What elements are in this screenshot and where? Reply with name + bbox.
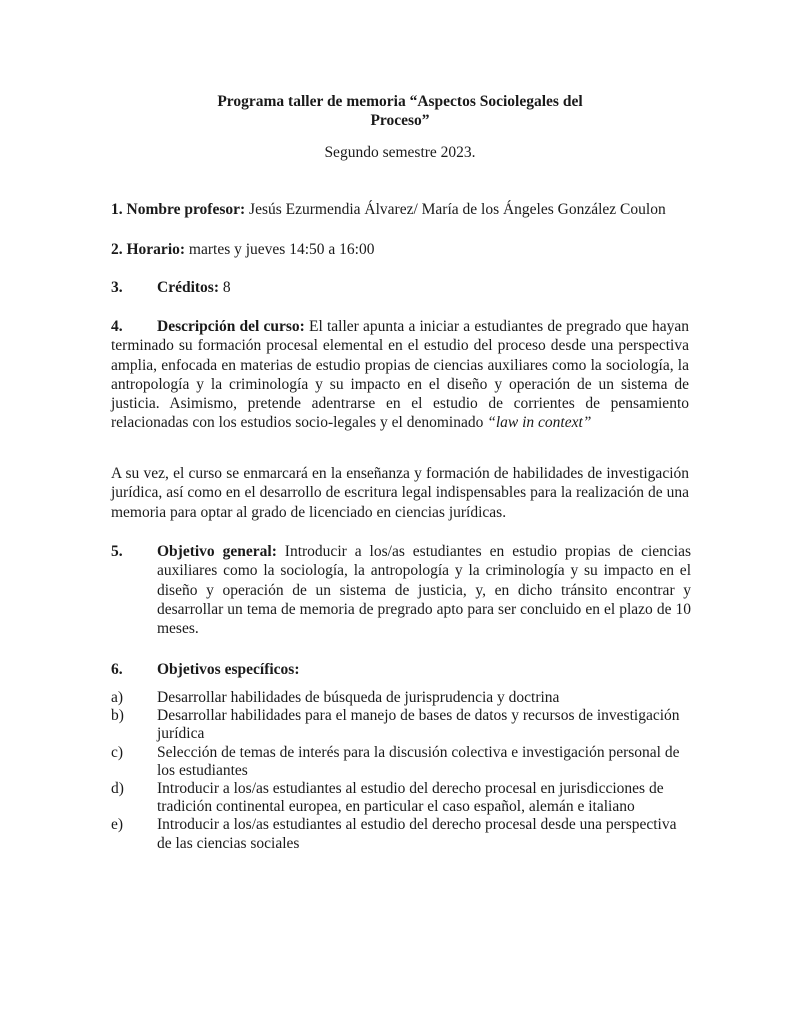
list-item-letter: a): [111, 689, 124, 706]
section-professor: [111, 200, 691, 219]
specific-objectives-label: Objetivos específicos:: [157, 661, 300, 678]
specific-objectives-list: [111, 689, 691, 853]
list-item-text: Desarrollar habilidades para el manejo de bases de datos y recursos de investigación jurídica: [157, 707, 680, 743]
title-line-1: Programa taller de memoria “Aspectos Sociolegales del: [217, 93, 583, 110]
professor-label: 1. Nombre profesor:: [111, 201, 246, 218]
general-objective-number: 5.: [111, 543, 123, 560]
list-item: [111, 816, 691, 852]
description-label: Descripción del curso:: [157, 318, 305, 335]
section-specific-objectives-heading: [111, 660, 691, 679]
list-item-letter: b): [111, 707, 124, 725]
list-item-letter: c): [111, 743, 124, 761]
general-objective-label: Objetivo general:: [157, 543, 277, 560]
list-item-text: Selección de temas de interés para la discusión colectiva e investigación personal de los estudiantes: [157, 743, 680, 779]
list-item-text: Introducir a los/as estudiantes al estudio del derecho procesal desde una perspectiva de las ciencias sociales: [157, 816, 677, 852]
semester-subtitle: Segundo semestre 2023.: [324, 144, 476, 161]
paragraph-research-skills: A su vez, el curso se enmarcará en la enseñanza y formación de habilidades de investigación jurídica, así como en el desarrollo de escritura legal indispensables para la realización de una memoria para optar al grado de licenciado en ciencias jurídicas.: [111, 465, 689, 521]
description-emphasis: “law in context”: [487, 414, 592, 432]
title-line-2: Proceso”: [370, 112, 430, 129]
section-general-objective: [111, 542, 691, 638]
list-item-letter: e): [111, 816, 124, 834]
credits-label: Créditos:: [157, 279, 219, 296]
credits-value: 8: [219, 279, 231, 296]
list-item-letter: d): [111, 780, 124, 798]
schedule-value: martes y jueves 14:50 a 16:00: [185, 241, 375, 258]
specific-objectives-number: 6.: [111, 661, 123, 678]
section-description: [111, 317, 689, 433]
list-item-text: Introducir a los/as estudiantes al estudio del derecho procesal en jurisdicciones de tradición continental europea, en particular el caso español, alemán e italiano: [157, 780, 664, 816]
section-credits: [111, 278, 691, 297]
section-schedule: [111, 240, 691, 259]
schedule-label: 2. Horario:: [111, 241, 186, 258]
general-objective-body: [157, 542, 691, 638]
description-number: 4.: [111, 318, 123, 335]
description-text: El taller apunta a iniciar a estudiantes de pregrado que hayan terminado su formación procesal elemental en el estudio del proceso desde una perspectiva amplia, enfocada en materias de estudio propias de ciencias auxiliares como la sociología, la antropología y la criminología y su impacto en el diseño y operación de un sistema de justicia. Asimismo, pretende adentrarse en el estudio de corrientes de pensamiento relacionadas con los estudios socio-legales y el denominado: [111, 318, 689, 432]
page-title: [150, 92, 650, 130]
list-item: [111, 780, 691, 816]
list-item: [111, 689, 691, 707]
credits-number: 3.: [111, 279, 123, 296]
general-objective-text: Introducir a los/as estudiantes en estudio propias de ciencias auxiliares como la sociología, la antropología y la criminología y su impacto en el diseño y operación de un sistema de justicia, y, en dicho tránsito encontrar y desarrollar un tema de memoria de pregrado apto para ser concluido en el plazo de 10 meses.: [157, 543, 691, 638]
list-item: [111, 744, 691, 780]
list-item: [111, 707, 691, 743]
professor-value: Jesús Ezurmendia Álvarez/ María de los Ángeles González Coulon: [245, 201, 666, 218]
list-item-text: Desarrollar habilidades de búsqueda de jurisprudencia y doctrina: [157, 689, 560, 706]
